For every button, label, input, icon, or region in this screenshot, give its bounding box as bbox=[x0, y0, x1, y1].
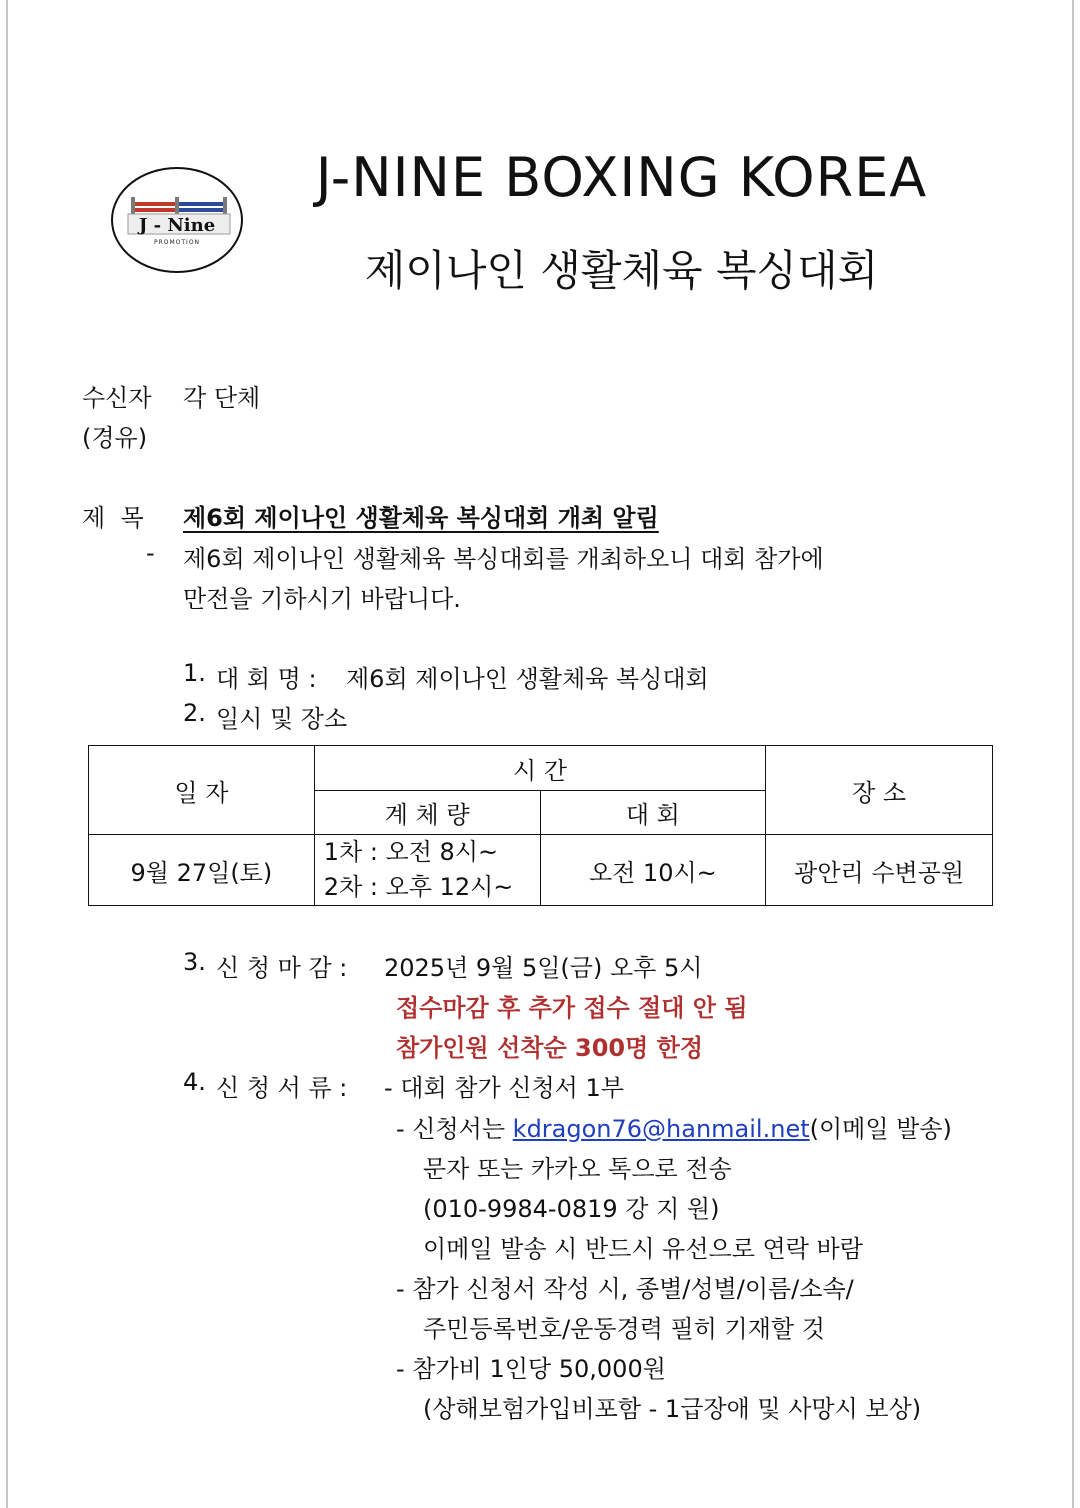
header-place: 장 소 bbox=[766, 746, 993, 835]
item1-label: 대 회 명 : bbox=[216, 665, 317, 693]
item3-value: 2025년 9월 5일(금) 오후 5시 bbox=[384, 954, 703, 982]
item3-number: 3. bbox=[183, 948, 206, 976]
page-right-edge bbox=[1072, 0, 1074, 1508]
item4-number: 4. bbox=[183, 1068, 206, 1096]
item1-value: 제6회 제이나인 생활체육 복싱대회 bbox=[346, 665, 709, 693]
via-label: (경유) bbox=[82, 424, 148, 452]
docs-insurance: (상해보험가입비포함 - 1급장애 및 사망시 보상) bbox=[423, 1395, 922, 1423]
recipient-value: 각 단체 bbox=[183, 384, 261, 412]
header-date: 일 자 bbox=[89, 746, 315, 835]
header-match: 대 회 bbox=[540, 791, 766, 835]
docs-contact: (010-9984-0819 강 지 원) bbox=[423, 1195, 720, 1223]
capacity-notice: 참가인원 선착순 300명 한정 bbox=[396, 1034, 704, 1062]
cell-place: 광안리 수변공원 bbox=[766, 835, 993, 906]
docs-line7: 주민등록번호/운동경력 필히 기재할 것 bbox=[423, 1315, 825, 1343]
subject-body-line2: 만전을 기하시기 바랍니다. bbox=[183, 585, 461, 613]
title-korean: 제이나인 생활체육 복싱대회 bbox=[364, 246, 879, 295]
docs-line5: 이메일 발송 시 반드시 유선으로 연락 바람 bbox=[423, 1235, 863, 1263]
docs-line2 bbox=[396, 1109, 952, 1144]
title-english: J-NINE BOXING KOREA bbox=[315, 146, 928, 209]
item4-label: 신 청 서 류 : bbox=[216, 1074, 348, 1102]
docs-line2-suffix: (이메일 발송) bbox=[809, 1115, 952, 1143]
subject-title: 제6회 제이나인 생활체육 복싱대회 개최 알림 bbox=[183, 504, 659, 532]
weigh-in-first: 1차 : 오전 8시~ bbox=[323, 838, 499, 866]
header-weigh-in: 계 체 량 bbox=[314, 791, 540, 835]
email-link[interactable]: kdragon76@hanmail.net bbox=[512, 1115, 810, 1143]
cell-date: 9월 27일(토) bbox=[89, 835, 315, 906]
cell-weigh-in bbox=[314, 835, 540, 906]
item2-label: 일시 및 장소 bbox=[216, 705, 348, 733]
logo-subtext: PROMOTION bbox=[153, 239, 201, 246]
item2-number: 2. bbox=[183, 699, 206, 727]
logo-text: J - Nine bbox=[138, 215, 216, 236]
weigh-in-second: 2차 : 오후 12시~ bbox=[323, 873, 514, 901]
subject-dash: - bbox=[146, 539, 155, 567]
docs-line2-prefix: - 신청서는 bbox=[396, 1115, 506, 1143]
deadline-notice: 접수마감 후 추가 접수 절대 안 됨 bbox=[396, 994, 748, 1022]
item3-label: 신 청 마 감 : bbox=[216, 954, 348, 982]
docs-line3: 문자 또는 카카오 톡으로 전송 bbox=[423, 1155, 732, 1183]
schedule-table bbox=[88, 745, 993, 906]
subject-label: 제 목 bbox=[82, 504, 144, 532]
header-time: 시 간 bbox=[314, 746, 765, 791]
cell-match-time: 오전 10시~ bbox=[540, 835, 766, 906]
item1-number: 1. bbox=[183, 659, 206, 687]
page-left-edge bbox=[6, 0, 8, 1508]
docs-line6: - 참가 신청서 작성 시, 종별/성별/이름/소속/ bbox=[396, 1275, 854, 1303]
subject-body-line1: 제6회 제이나인 생활체육 복싱대회를 개최하오니 대회 참가에 bbox=[183, 545, 824, 573]
recipient-label: 수신자 bbox=[82, 384, 152, 412]
docs-fee: - 참가비 1인당 50,000원 bbox=[396, 1355, 666, 1383]
docs-line1: - 대회 참가 신청서 1부 bbox=[384, 1074, 624, 1102]
